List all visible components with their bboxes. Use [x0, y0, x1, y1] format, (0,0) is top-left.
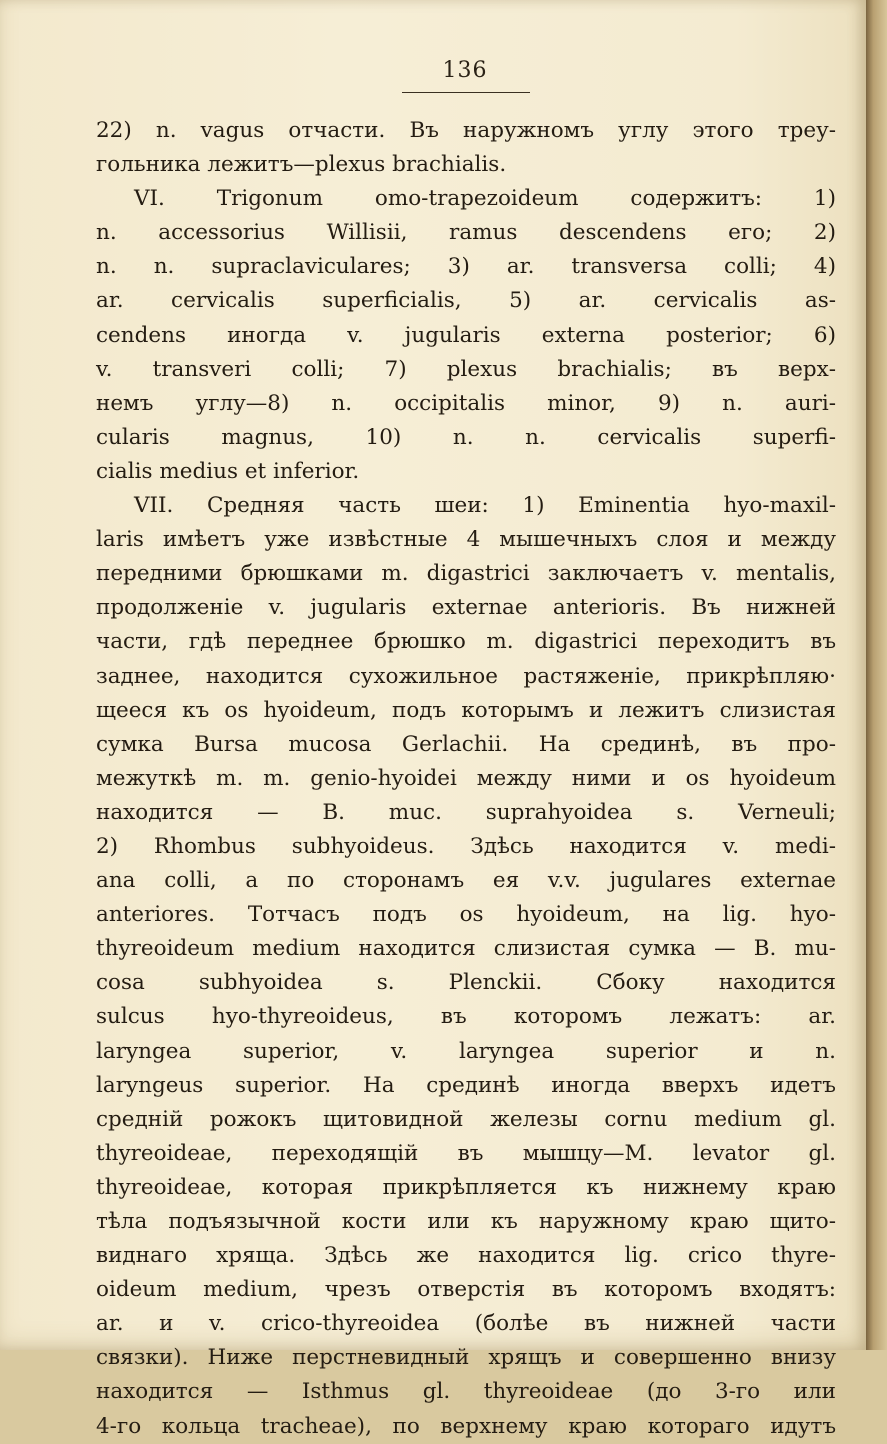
text-line: передними брюшками m. digastrici заключаетъ v. mentalis,	[96, 561, 836, 587]
text-line: thyreoideae, переходящій въ мышцу—M. levator gl.	[96, 1140, 836, 1166]
text-line: laris имѣетъ уже извѣстные 4 мышечныхъ слоя и между	[96, 527, 836, 553]
text-line: sulcus hyo-thyreoideus, въ которомъ лежатъ: ar.	[96, 1004, 836, 1030]
page-number: 136	[442, 58, 488, 83]
text-line: тѣла подъязычной кости или къ наружному краю щито-	[96, 1209, 836, 1234]
text-line: виднаго хряща. Здѣсь же находится lig. crico thyre-	[96, 1243, 836, 1269]
text-line: находится — B. muc. suprahyoidea s. Verneuli;	[96, 799, 836, 825]
text-line: 22) n. vagus отчасти. Въ наружномъ углу этого треу-	[96, 118, 836, 143]
text-line: cularis magnus, 10) n. n. cervicalis superfi-	[96, 424, 836, 450]
text-line: VII. Средняя часть шеи: 1) Eminentia hyo-maxil-	[134, 493, 836, 519]
text-line: laryngea superior, v. laryngea superior и n.	[96, 1038, 836, 1064]
text-line: заднее, находится сухожильное растяженіе, прикрѣпляю·	[96, 663, 836, 689]
book-spine-edge	[866, 0, 887, 1350]
text-line: связки). Ниже перстневидный хрящъ и совершенно внизу	[96, 1345, 836, 1371]
text-line: продолженіе v. jugularis externae anterioris. Въ нижней	[96, 595, 836, 621]
text-line: средній рожокъ щитовидной железы cornu medium gl.	[96, 1106, 836, 1132]
page-number-rule	[402, 92, 530, 93]
text-line: немъ углу—8) n. occipitalis minor, 9) n. auri-	[96, 390, 836, 416]
text-line: thyreoideum medium находится слизистая сумка — B. mu-	[96, 936, 836, 962]
text-line: v. transveri colli; 7) plexus brachialis; въ верх-	[96, 356, 836, 382]
text-line: thyreoideae, которая прикрѣпляется къ нижнему краю	[96, 1174, 836, 1200]
text-line: n. n. supraclaviculares; 3) ar. transversa colli; 4)	[96, 254, 836, 280]
text-line: n. accessorius Willisii, ramus descendens его; 2)	[96, 220, 836, 246]
text-line: ana colli, а по сторонамъ ея v.v. jugulares externae	[96, 868, 836, 894]
text-line: ar. и v. crico-thyreoidea (болѣе въ нижней части	[96, 1311, 836, 1337]
text-line: гольника лежитъ—plexus brachialis.	[96, 152, 507, 178]
text-line: 4-го кольца tracheae), по верхнему краю котораго идутъ	[96, 1413, 836, 1439]
text-line: cendens иногда v. jugularis externa posterior; 6)	[96, 322, 836, 348]
text-line: межуткѣ m. m. genio-hyoidei между ними и os hyoideum	[96, 765, 836, 791]
text-line: находится — Isthmus gl. thyreoideae (до 3-го или	[96, 1379, 836, 1405]
text-line: anteriores. Тотчасъ подъ os hyoideum, на lig. hyo-	[96, 902, 836, 928]
page-text	[96, 114, 836, 1444]
text-line: laryngeus superior. На срединѣ иногда вверхъ идетъ	[96, 1072, 836, 1098]
text-line: cosa subhyoidea s. Plenckii. Сбоку находится	[96, 970, 836, 996]
text-line: щееся къ os hyoideum, подъ которымъ и лежитъ слизистая	[96, 697, 836, 723]
text-line: 2) Rhombus subhyoideus. Здѣсь находится v. medi-	[96, 833, 836, 859]
text-line: VI. Trigonum omo-trapezoideum содержитъ: 1)	[134, 186, 836, 212]
text-line: сумка Bursa mucosa Gerlachii. На срединѣ, въ про-	[96, 731, 836, 757]
text-line: cialis medius et inferior.	[96, 458, 360, 484]
text-line: ar. cervicalis superficialis, 5) ar. cervicalis as-	[96, 288, 836, 314]
text-line: oideum medium, чрезъ отверстія въ которомъ входятъ:	[96, 1277, 836, 1303]
text-line: части, гдѣ переднее брюшко m. digastrici переходитъ въ	[96, 629, 836, 655]
